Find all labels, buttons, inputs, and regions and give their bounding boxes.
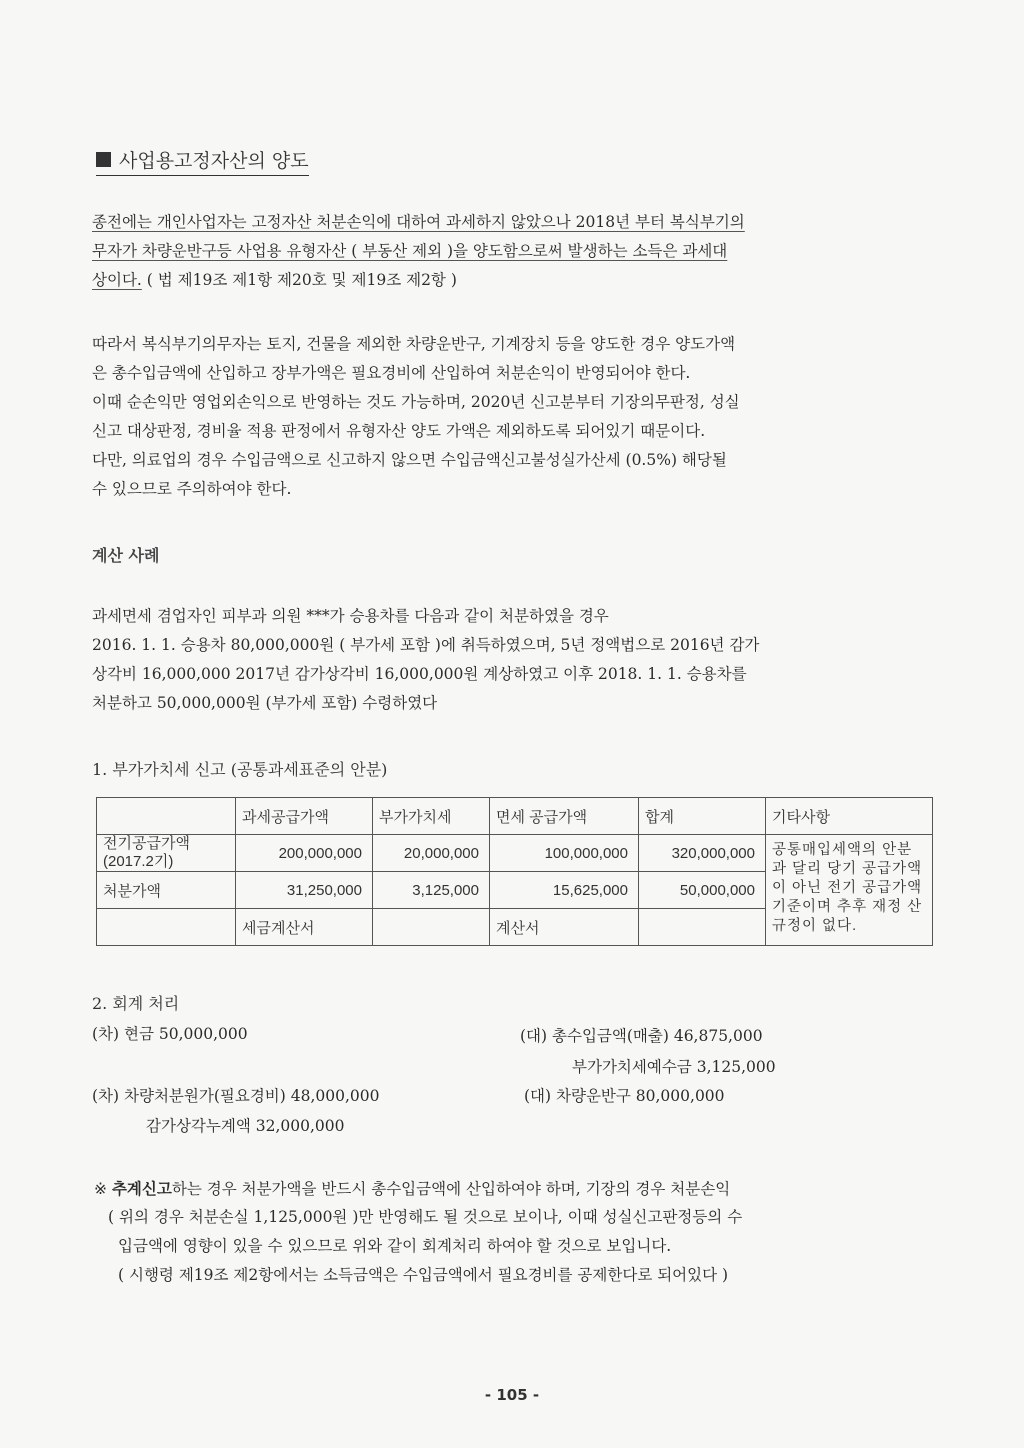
table-cell [639, 909, 766, 946]
note-line: ( 시행령 제19조 제2항에서는 소득금액은 수입금액에서 필요경비를 공제한다로 되어있다 ) [118, 1266, 729, 1284]
note-line: 입금액에 영향이 있을 수 있으므로 위와 같이 회계처리 하여야 할 것으로 보입니다. [118, 1237, 672, 1255]
row-label [97, 909, 236, 946]
reference-mark: ※ [94, 1180, 107, 1198]
intro-line: 종전에는 개인사업자는 고정자산 처분손익에 대하여 과세하지 않았으나 2018년 부터 복식부기의 [92, 213, 745, 231]
vat-table [96, 797, 933, 946]
table-header-cell: 합계 [639, 798, 766, 835]
table-cell: 31,250,000 [236, 872, 373, 909]
acct-heading: 2. 회계 처리 [92, 994, 180, 1013]
table-header-row [97, 798, 933, 835]
example-heading: 계산 사례 [92, 546, 160, 565]
black-square-icon [96, 152, 111, 167]
section-title: 사업용고정자산의 양도 [96, 146, 309, 176]
table-cell: 15,625,000 [490, 872, 639, 909]
body-line: 다만, 의료업의 경우 수입금액으로 신고하지 않으면 수입금액신고불성실가산세 (0.5%) 해당될 [92, 451, 727, 469]
intro-paragraph [92, 208, 942, 295]
intro-line: 상이다. [92, 271, 142, 289]
table-header-cell: 기타사항 [766, 798, 933, 835]
credit-entry: 부가가치세예수금 3,125,000 [572, 1058, 776, 1076]
table-cell: 100,000,000 [490, 835, 639, 872]
law-reference: ( 법 제19조 제1항 제20호 및 제19조 제2항 ) [146, 271, 457, 289]
intro-line: 무자가 차량운반구등 사업용 유형자산 ( 부동산 제외 )을 양도함으로써 발생하는 소득은 과세대 [92, 242, 728, 260]
page-number: - 105 - [484, 1386, 540, 1404]
body-line: 이때 순손익만 영업외손익으로 반영하는 것도 가능하며, 2020년 신고분부터 기장의무판정, 성실 [92, 393, 740, 411]
table-cell: 20,000,000 [373, 835, 490, 872]
body-line: 신고 대상판정, 경비율 적용 판정에서 유형자산 양도 가액은 제외하도록 되어있기 때문이다. [92, 422, 706, 440]
row-label: 전기공급가액 (2017.2기) [97, 835, 236, 872]
table-cell: 계산서 [490, 909, 639, 946]
example-line: 상각비 16,000,000 2017년 감가상각비 16,000,000원 계상하였고 이후 2018. 1. 1. 승용차를 [92, 665, 747, 683]
debit-entry: 감가상각누계액 32,000,000 [146, 1117, 345, 1135]
body-line: 은 총수입금액에 산입하고 장부가액은 필요경비에 산입하여 처분손익이 반영되어야 한다. [92, 364, 691, 382]
note-line: ( 위의 경우 처분손실 1,125,000원 )만 반영해도 될 것으로 보이나, 이때 성실신고판정등의 수 [108, 1208, 743, 1226]
table-header-cell [97, 798, 236, 835]
table-cell: 320,000,000 [639, 835, 766, 872]
table-cell: 세금계산서 [236, 909, 373, 946]
table-header-cell: 부가가치세 [373, 798, 490, 835]
note-paragraph [94, 1174, 944, 1290]
note-line: 하는 경우 처분가액을 반드시 총수입금액에 산입하여야 하며, 기장의 경우 처분손익 [171, 1180, 731, 1198]
table-header-cell: 면세 공급가액 [490, 798, 639, 835]
debit-entry: (차) 현금 50,000,000 [92, 1025, 248, 1043]
table-cell: 50,000,000 [639, 872, 766, 909]
example-paragraph [92, 602, 942, 718]
table-note: 공통매입세액의 안분과 달리 당기 공급가액이 아닌 전기 공급가액 기준이며 추후 재정 산규정이 없다. [766, 835, 933, 946]
body-line: 수 있으므로 주의하여야 한다. [92, 480, 292, 498]
vat-heading: 1. 부가가치세 신고 (공통과세표준의 안분) [92, 760, 388, 779]
table-row [97, 835, 933, 872]
debit-entry: (차) 차량처분원가(필요경비) 48,000,000 [92, 1087, 380, 1105]
credit-entry: (대) 총수입금액(매출) 46,875,000 [520, 1027, 763, 1045]
body-paragraph [92, 330, 942, 504]
body-line: 따라서 복식부기의무자는 토지, 건물을 제외한 차량운반구, 기계장치 등을 양도한 경우 양도가액 [92, 335, 736, 353]
table-cell [373, 909, 490, 946]
table-header-cell: 과세공급가액 [236, 798, 373, 835]
note-bold-term: 추계신고 [111, 1179, 172, 1198]
row-label: 처분가액 [97, 872, 236, 909]
table-cell: 200,000,000 [236, 835, 373, 872]
example-line: 2016. 1. 1. 승용차 80,000,000원 ( 부가세 포함 )에 취득하였으며, 5년 정액법으로 2016년 감가 [92, 636, 760, 654]
table-cell: 3,125,000 [373, 872, 490, 909]
example-line: 과세면세 겸업자인 피부과 의원 ***가 승용차를 다음과 같이 처분하였을 경우 [92, 607, 609, 625]
example-line: 처분하고 50,000,000원 (부가세 포함) 수령하였다 [92, 694, 438, 712]
credit-entry: (대) 차량운반구 80,000,000 [524, 1087, 725, 1105]
